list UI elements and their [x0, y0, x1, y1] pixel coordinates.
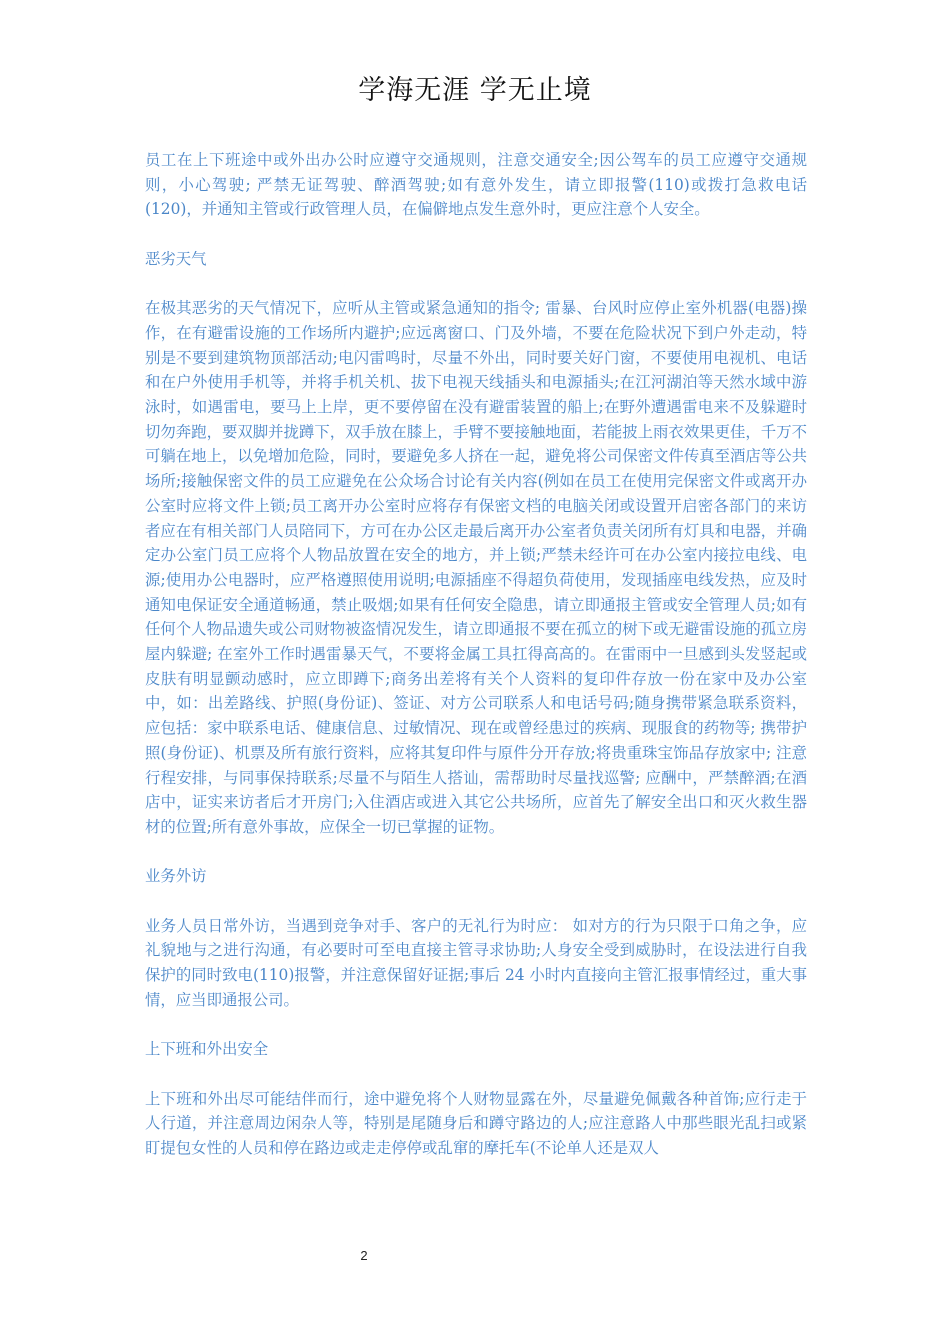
- paragraph-business-visits: 业务人员日常外访，当遇到竞争对手、客户的无礼行为时应： 如对方的行为只限于口角之争，应礼貌地与之进行沟通，有必要时可至电直接主管寻求协助;人身安全受到威胁时，在设法进行自我保护的同时致电(110)报警，并注意保留好证据;事后 24 小时内直接向主管汇报事情经过，重大事情，应当即通报公司。: [145, 916, 807, 1009]
- paragraph-traffic-safety: 员工在上下班途中或外出办公时应遵守交通规则，注意交通安全;因公驾车的员工应遵守交通规则，小心驾驶; 严禁无证驾驶、醉酒驾驶;如有意外发生，请立即报警(110)或拨打急救电话(120)，并通知主管或行政管理人员，在偏僻地点发生意外时，更应注意个人安全。: [145, 151, 807, 219]
- section-heading-commute-safety: 上下班和外出安全: [145, 1040, 269, 1059]
- page-header-title: 学海无涯 学无止境: [358, 75, 592, 106]
- document-body: [145, 148, 807, 1185]
- paragraph-bad-weather: 在极其恶劣的天气情况下，应听从主管或紧急通知的指令; 雷暴、台风时应停止室外机器(电器)操作，在有避雷设施的工作场所内避护;应远离窗口、门及外墙，不要在危险状况下到户外走动，特别是不要到建筑物顶部活动;电闪雷鸣时，尽量不外出，同时要关好门窗，不要使用电视机、电话和在户外使用手机等，并将手机关机、拔下电视天线插头和电源插头;在江河湖泊等天然水域中游泳时，如遇雷电，要马上上岸，更不要停留在没有避雷装置的船上;在野外遭遇雷电来不及躲避时切勿奔跑，要双脚并拢蹲下，双手放在膝上，手臂不要接触地面，若能披上雨衣效果更佳，千万不可躺在地上，以免增加危险，同时，要避免多人挤在一起，避免将公司保密文件传真至酒店等公共场所;接触保密文件的员工应避免在公众场合讨论有关内容(例如在员工在使用完保密文件或离开办公室时应将文件上锁;员工离开办公室时应将存有保密文档的电脑关闭或设置开启密各部门的来访者应在有相关部门人员陪同下，方可在办公区走最后离开办公室者负责关闭所有灯具和电器，并确定办公室门员工应将个人物品放置在安全的地方，并上锁;严禁未经许可在办公室内接拉电线、电源;使用办公电器时，应严格遵照使用说明;电源插座不得超负荷使用，发现插座电线发热，应及时通知电保证安全通道畅通，禁止吸烟;如果有任何安全隐患，请立即通报主管或安全管理人员;如有任何个人物品遗失或公司财物被盗情况发生，请立即通报不要在孤立的树下或无避雷设施的孤立房屋内躲避; 在室外工作时遇雷暴天气，不要将金属工具扛得高高的。在雷雨中一旦感到头发竖起或皮肤有明显颤动感时，应立即蹲下;商务出差将有关个人资料的复印件存放一份在家中及办公室中，如：出差路线、护照(身份证)、签证、对方公司联系人和电话号码;随身携带紧急联系资料，应包括：家中联系电话、健康信息、过敏情况、现在或曾经患过的疾病、现服食的药物等; 携带护照(身份证)、机票及所有旅行资料，应将其复印件与原件分开存放;将贵重珠宝饰品存放家中; 注意行程安排，与同事保持联系;尽量不与陌生人搭讪，需帮助时尽量找巡警; 应酬中，严禁醉酒;在酒店中，证实来访者后才开房门;入住酒店或进入其它公共场所，应首先了解安全出口和灭火救生器材的位置;所有意外事故，应保全一切已掌握的证物。: [145, 299, 807, 836]
- section-heading-business-visits: 业务外访: [145, 867, 207, 886]
- paragraph-commute-safety: 上下班和外出尽可能结伴而行，途中避免将个人财物显露在外，尽量避免佩戴各种首饰;应行走于人行道，并注意周边闲杂人等，特别是尾随身后和蹲守路边的人;应注意路人中那些眼光乱扫或紧盯提包女性的人员和停在路边或走走停停或乱窜的摩托车(不论单人还是双人: [145, 1089, 807, 1158]
- page-number: 2: [360, 1248, 368, 1263]
- section-heading-bad-weather: 恶劣天气: [145, 249, 207, 268]
